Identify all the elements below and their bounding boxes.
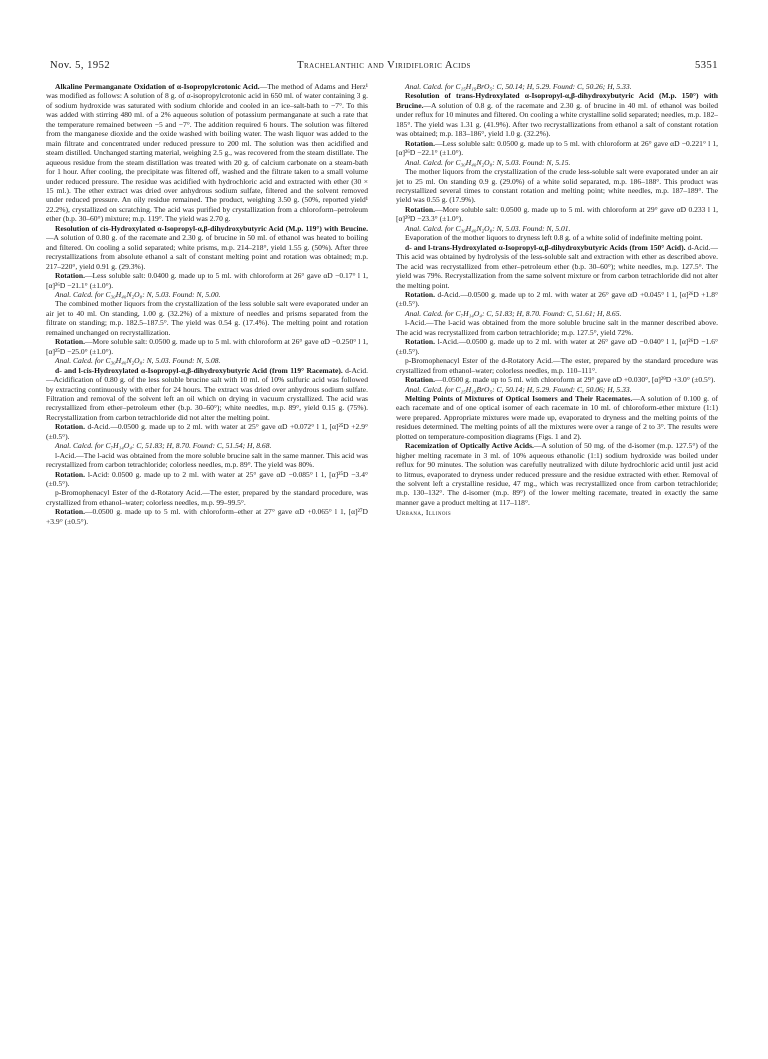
paragraph <box>46 366 368 423</box>
paragraph-text: d-Acid.—This acid was obtained by hydrolysis of the less-soluble salt and extraction with ether as described above. The acid was recrystallized from ether–petroleum ether (b.p. 30–60°); white needles, m.p. 127.5°. The yield was 79%. Recrystallization from the same solvent mixture or from carbon tetrachloride did not alter the melting point. <box>396 242 718 290</box>
paragraph-text: —Less soluble salt: 0.0400 g. made up to 5 ml. with chloroform at 26° gave αD −0.17° l 1, [α]²⁶D −21.1° (±1.0°). <box>46 271 368 290</box>
paragraph-text: Anal. Calcd. for C₃₀H₄₀N₂O₈: N, 5.03. Found: N, 5.00. <box>55 289 221 299</box>
page-header <box>50 60 718 74</box>
paragraph <box>46 441 368 450</box>
paragraph-text: l-Acid.—0.0500 g. made up to 2 ml. with water at 26° gave αD −0.040° l 1, [α]²⁶D −1.6° (±0.5°). <box>396 337 718 356</box>
paragraph-heading: Rotation. <box>405 289 435 299</box>
paragraph-heading: d- and l-trans-Hydroxylated α-Isopropyl-α,β-dihydroxybutyric Acids (from 150° Acid). <box>405 242 686 252</box>
paragraph <box>396 375 718 384</box>
paragraph-text: Anal. Calcd. for C₃₀H₄₀N₂O₈: N, 5.03. Found: N, 5.01. <box>405 223 571 233</box>
paragraph <box>46 290 368 299</box>
paragraph <box>46 507 368 526</box>
right-column-body <box>396 82 718 507</box>
paragraph-heading: Rotation. <box>55 337 85 347</box>
paragraph <box>396 224 718 233</box>
paragraph <box>396 441 718 507</box>
paragraph-text: —More soluble salt: 0.0500 g. made up to 5 ml. with chloroform at 29° gave αD 0.233 l 1, [α]²⁹D −23.3° (±1.0°). <box>396 204 718 224</box>
paragraph <box>396 394 718 441</box>
running-title: Trachelanthic and Viridifloric Acids <box>297 60 471 71</box>
paragraph-text: —A solution of 0.80 g. of the racemate and 2.30 g. of brucine in 50 ml. of ethanol was heated to boiling and filtered. On cooling a solid separated; white prisms, m.p. 214–218°, yield 1.55 g. (50%). After three recrystallizations from absolute ethanol a salt of constant melting point and rotation was obtained; m.p. 217–220°, yield 0.91 g. (29.3%). <box>46 233 368 271</box>
paragraph <box>46 451 368 470</box>
paragraph-text: —0.0500 g. made up to 5 ml. with chloroform at 29° gave αD +0.030°, [α]²⁹D +3.0° (±0.5°). <box>434 375 716 385</box>
paragraph-text: l-Acid: 0.0500 g. made up to 2 ml. with water at 25° gave αD −0.085° l 1, [α]²⁵D −3.4° (±0.5°). <box>46 469 368 489</box>
right-column <box>396 82 718 1042</box>
paragraph-text: Anal. Calcd. for C₇H₁₄O₄: C, 51.83; H, 8.70. Found: C, 51.54; H, 8.68. <box>55 441 272 451</box>
paragraph <box>46 422 368 441</box>
paragraph <box>396 82 718 91</box>
paragraph-heading: Melting Points of Mixtures of Optical Isomers and Their Racemates. <box>405 393 633 403</box>
issue-date: Nov. 5, 1952 <box>50 60 111 71</box>
paragraph-heading: Rotation. <box>405 138 435 148</box>
paragraph-text: Anal. Calcd. for C₃₀H₄₀N₂O₈: N, 5.03. Found: N, 5.15. <box>405 157 571 167</box>
paragraph-text: The combined mother liquors from the crystallization of the less soluble salt were evaporated under an air jet to 40 ml. On standing, 1.00 g. (32.2%) of a mixture of needles and prisms separated from the filtrate on standing; m.p. 182.5–187.5°. The yield was 0.54 g. (17.4%). The melting point and rotation remained unchanged on recrystallization. <box>46 299 368 337</box>
paragraph-text: Anal. Calcd. for C₃₀H₄₀N₂O₈: N, 5.03. Found: N, 5.08. <box>55 356 221 366</box>
paragraph-heading: Rotation. <box>405 375 435 385</box>
paragraph-text: —A solution of 0.8 g. of the racemate and 2.30 g. of brucine in 40 ml. of ethanol was boiled under reflux for 10 minutes and filtered. On cooling a white crystalline solid separated; needles, m.p. 182–185°. The yield was 1.31 g. (41.9%). After two recrystallizations from ethanol a salt of constant rotation was obtained; m.p. 183–186°, yield 1.0 g. (32.2%). <box>396 100 718 139</box>
paragraph <box>396 290 718 309</box>
author-location: Urbana, Illinois <box>396 508 452 518</box>
paragraph <box>396 205 718 224</box>
paragraph-heading: Rotation. <box>405 337 435 347</box>
paragraph <box>396 158 718 167</box>
paragraph-heading: Resolution of trans-Hydroxylated α-Isopropyl-α,β-dihydroxybutyric Acid (M.p. 150°) with Brucine. <box>396 91 718 110</box>
paragraph-heading: Rotation. <box>55 507 85 517</box>
paragraph <box>396 385 718 394</box>
paragraph-heading: Rotation. <box>405 204 435 214</box>
paragraph-text: —Less soluble salt: 0.0500 g. made up to 5 ml. with chloroform at 26° gave αD −0.221° l 1, [α]²⁶D −22.1° (±1.0°). <box>396 138 718 158</box>
paragraph-text: —0.0500 g. made up to 5 ml. with chloroform–ether at 27° gave αD +0.065° l 1, [α]²⁷D +3.9° (±0.5°). <box>46 507 368 526</box>
paragraph-text: d-Acid.—0.0500 g. made up to 2 ml. with water at 26° gave αD +0.045° l 1, [α]²⁶D +1.8° (±0.5°). <box>396 289 718 309</box>
page-number: 5351 <box>695 60 718 71</box>
paragraph <box>396 91 718 138</box>
paragraph-text: —A solution of 0.100 g. of each racemate and of one optical isomer of each racemate in 10 ml. of chloroform-ether mixture (1:1) were prepared. Appropriate mixtures were made up, evaporated to dryness and the melting points of the residues determined. The melting points of all the mixtures were over a range of 2 to 3°. The results were plotted on temperature-composition diagrams (Figs. 1 and 2). <box>396 393 718 441</box>
paragraph-text: p-Bromophenacyl Ester of the d-Rotatory Acid.—The ester, prepared by the standard procedure was crystallized from ethanol–water; colorless needles, m.p. 110–111°. <box>396 356 718 375</box>
paragraph <box>396 233 718 242</box>
paragraph <box>396 356 718 375</box>
paragraph <box>46 488 368 507</box>
paragraph-heading: Rotation. <box>55 469 85 479</box>
paragraph-heading: Alkaline Permanganate Oxidation of α-Isopropylcrotonic Acid. <box>55 82 260 91</box>
paragraph-heading: Rotation. <box>55 271 85 281</box>
paragraph <box>46 224 368 271</box>
paragraph-text: Evaporation of the mother liquors to dryness left 0.8 g. of a white solid of indefinite melting point. <box>405 233 703 243</box>
paragraph-heading: d- and l-cis-Hydroxylated α-Isopropyl-α,β-dihydroxybutyric Acid (from 119° Racemate). <box>55 365 343 375</box>
left-column <box>46 82 368 1042</box>
paragraph <box>396 243 718 290</box>
paragraph-text: Anal. Calcd. for C₁₅H₁₉BrO₅: C, 50.14; H, 5.29. Found: C, 50.06; H, 5.33. <box>405 384 632 394</box>
paragraph <box>46 271 368 290</box>
paragraph <box>46 470 368 489</box>
paragraph-text: l-Acid.—The l-acid was obtained from the more soluble brucine salt in the same manner. This acid was recrystallized from carbon tetrachloride; colorless needles, m.p. 89°. The yield was 80%. <box>46 450 368 470</box>
paragraph-text: l-Acid.—The l-acid was obtained from the more soluble brucine salt in the manner described above. The acid was recrystallized from carbon tetrachloride; m.p. 127.5°, yield 72%. <box>396 318 718 337</box>
paragraph <box>396 318 718 337</box>
paragraph-text: Anal. Calcd. for C₁₅H₁₉BrO₅: C, 50.14; H, 5.29. Found: C, 50.26; H, 5.33. <box>405 82 632 91</box>
paragraph <box>46 82 368 224</box>
paragraph <box>46 356 368 365</box>
paragraph-text: —More soluble salt: 0.0500 g. made up to 5 ml. with chloroform at 26° gave αD −0.250° l 1, [α]²⁵D −25.0° (±1.0°). <box>46 337 368 356</box>
paragraph <box>396 337 718 356</box>
paragraph <box>396 139 718 158</box>
paragraph-heading: Rotation. <box>55 422 85 432</box>
paragraph-text: d-Acid.—0.0500 g. made up to 2 ml. with water at 25° gave αD +0.072° l 1, [α]²⁵D +2.9° (±0.5°). <box>46 422 368 441</box>
paragraph <box>46 337 368 356</box>
paragraph-text: —The method of Adams and Herz¹ was modified as follows: A solution of 8 g. of α-isopropylcrotonic acid in 650 ml. of water containing 3 g. of sodium hydroxide was saturated with sodium chloride and cooled in an ice–salt-bath to −7°. To this was added with stirring 480 ml. of a 2% aqueous solution of potassium permanganate at such a rate that the temperature remained between −5 and −7°. The addition required 6 hours. The solution was filtered from the manganese dioxide and the oxide washed with boiling water. The wash liquor was added to the main filtrate and concentrated under reduced pressure to 200 ml. The solution was then acidified and steam distilled. Unchanged starting material, weighing 2.5 g., was recovered from the steam distillate. The aqueous residue from the steam distillation was treated with 20 g. of calcium carbonate on a steam-bath for 1 hour. After cooling, the precipitate was filtered off, washed and the filtrate taken to a small volume under reduced pressure. The residue was acidified with hydrochloric acid and extracted with ether (30 × 15 ml.). The ether extract was dried over anhydrous sodium sulfate, filtered and the solvent removed under reduced pressure. An oily residue remained. The product, weighing 3.50 g. (50%, reported yield¹ 22.2%), crystallized on scratching. The acid was purified by crystallization from a chloroform–petroleum ether (b.p. 30–60°) mixture; m.p. 119°. The yield was 2.70 g. <box>46 82 368 224</box>
paragraph-heading: Racemization of Optically Active Acids. <box>405 441 534 451</box>
paragraph-heading: Resolution of cis-Hydroxylated α-Isopropyl-α,β-dihydroxybutyric Acid (M.p. 119°) with Brucine. <box>55 223 368 233</box>
paragraph <box>396 309 718 318</box>
paragraph <box>46 299 368 337</box>
paragraph <box>396 167 718 205</box>
paragraph-text: p-Bromophenacyl Ester of the d-Rotatory Acid.—The ester, prepared by the standard procedure, was crystallized from ethanol–water; colorless needles, m.p. 99–99.5°. <box>46 488 368 507</box>
paragraph-text: Anal. Calcd. for C₇H₁₄O₄: C, 51.83; H, 8.70. Found: C, 51.61; H, 8.65. <box>405 308 622 318</box>
paragraph-text: d-Acid.—Acidification of 0.80 g. of the less soluble brucine salt with 10 ml. of 10% sulfuric acid was followed by extracting continuously with ether for 24 hours. The extract was dried over anhydrous sodium sulfate. Filtration and removal of the solvent left an oil which on drying in vacuum crystallized. The acid was recrystallized from ether–petroleum ether (b.p. 30–60°); white needles, m.p. 89°, yield 0.15 g. (75%). Recrystallization from carbon tetrachloride did not alter the melting point. <box>46 365 368 422</box>
paragraph-text: The mother liquors from the crystallization of the crude less-soluble salt were evaporated under an air jet to 25 ml. On standing 0.9 g. (29.0%) of a white solid separated, m.p. 186–188°. This product was recrystallized several times to constant rotation and melting point; white needles, m.p. 187–189°. The yield was 0.55 g. (17.9%). <box>396 167 718 205</box>
paragraph-text: —A solution of 50 mg. of the d-isomer (m.p. 127.5°) of the higher melting racemate in 3 ml. of 10% aqueous ethanolic (1:1) sodium hydroxide was boiled under reflux for 90 minutes. The solution was carefully neutralized with dilute hydrochloric acid until just acid to litmus, evaporated to dryness under reduced pressure and the residue extracted with ether. Removal of the solvent left a crystalline residue, 47 mg., which was recrystallized once from carbon tetrachloride; m.p. 130–132°. The d-isomer (m.p. 89°) of the lower melting racemate, treated in exactly the same manner gave a product melting at 117–118°. <box>396 441 718 507</box>
